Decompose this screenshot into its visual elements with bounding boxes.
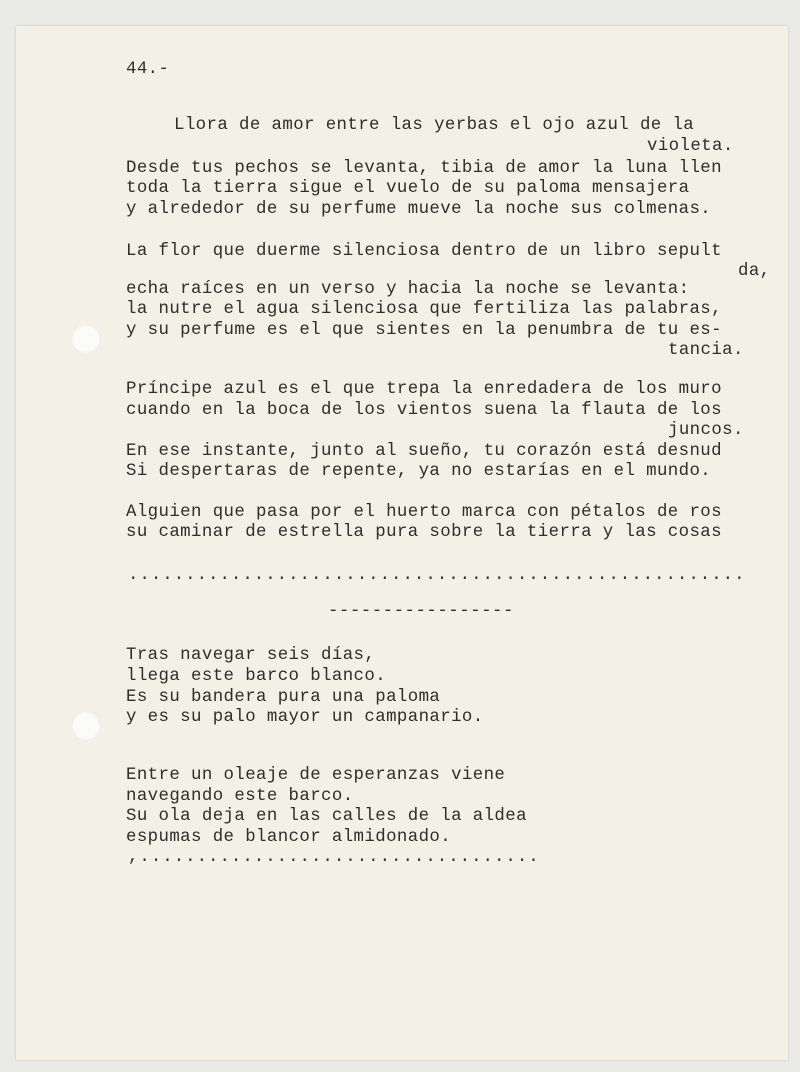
poem-line: Alguien que pasa por el huerto marca con pétalos de ros bbox=[126, 503, 722, 522]
dashed-rule: ----------------- bbox=[328, 602, 514, 621]
poem-line: su caminar de estrella pura sobre la tierra y las cosas bbox=[126, 523, 722, 542]
typewritten-page bbox=[16, 26, 788, 1060]
poem-line: toda la tierra sigue el vuelo de su paloma mensajera bbox=[126, 179, 690, 198]
poem-line: espumas de blancor almidonado. bbox=[126, 828, 452, 847]
poem-line: juncos. bbox=[668, 421, 744, 440]
poem-line: Entre un oleaje de esperanzas viene bbox=[126, 766, 506, 785]
poem-line: cuando en la boca de los vientos suena la flauta de los bbox=[126, 401, 722, 420]
poem-line: La flor que duerme silenciosa dentro de un libro sepult bbox=[126, 242, 722, 261]
poem-line: violeta. bbox=[647, 137, 734, 156]
poem-line: tancia. bbox=[668, 341, 744, 360]
poem-line: En ese instante, junto al sueño, tu corazón está desnud bbox=[126, 442, 722, 461]
dotted-rule: ...................................................... bbox=[128, 566, 746, 585]
punch-hole-top bbox=[71, 324, 101, 354]
poem-line: Su ola deja en las calles de la aldea bbox=[126, 807, 527, 826]
page-number: 44.- bbox=[126, 60, 170, 79]
poem-line: Si despertaras de repente, ya no estarías en el mundo. bbox=[126, 462, 712, 481]
poem-line: y su perfume es el que sientes en la penumbra de tu es- bbox=[126, 321, 722, 340]
poem-line: Llora de amor entre las yerbas el ojo azul de la bbox=[174, 116, 695, 135]
punch-hole-bottom bbox=[71, 711, 101, 741]
poem-line: Es su bandera pura una paloma bbox=[126, 688, 441, 707]
poem-line: llega este barco blanco. bbox=[126, 667, 387, 686]
poem-line: navegando este barco. bbox=[126, 787, 354, 806]
poem-line: y es su palo mayor un campanario. bbox=[126, 708, 484, 727]
poem-line: la nutre el agua silenciosa que fertiliza las palabras, bbox=[126, 300, 722, 319]
poem-line: y alrededor de su perfume mueve la noche sus colmenas. bbox=[126, 200, 712, 219]
poem-line: echa raíces en un verso y hacia la noche se levanta: bbox=[126, 280, 690, 299]
poem-line: Tras navegar seis días, bbox=[126, 646, 376, 665]
poem-line: da, bbox=[738, 262, 771, 281]
poem-line: Desde tus pechos se levanta, tibia de amor la luna llen bbox=[126, 159, 722, 178]
dotted-rule: ,................................... bbox=[128, 848, 540, 867]
poem-line: Príncipe azul es el que trepa la enredadera de los muro bbox=[126, 380, 722, 399]
